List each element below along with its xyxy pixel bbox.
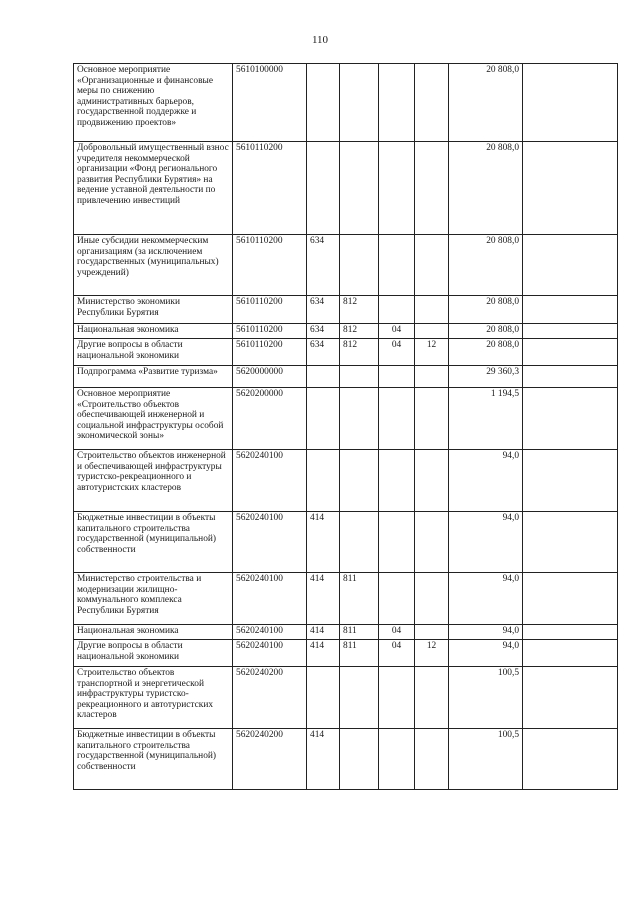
table-row <box>74 729 618 790</box>
row-empty-cell <box>523 235 618 296</box>
row-section-cell <box>379 667 415 729</box>
row-expense-type-cell <box>307 366 340 388</box>
row-name-cell: Основное мероприятие «Организационные и финансовые меры по снижению административных барьеров, государственной поддержке и продвижению проектов» <box>74 64 233 142</box>
row-name-cell: Бюджетные инвестиции в объекты капитального строительства государственной (муниципальной) собственности <box>74 729 233 790</box>
row-code-cell: 5620000000 <box>233 366 307 388</box>
row-code-cell: 5610110200 <box>233 142 307 235</box>
row-ministry-code-cell: 811 <box>340 640 379 667</box>
row-amount-cell: 100,5 <box>449 667 523 729</box>
row-name-cell: Министерство строительства и модернизации жилищно-коммунального комплекса Республики Бурятия <box>74 573 233 625</box>
row-ministry-code-cell <box>340 667 379 729</box>
row-expense-type-cell <box>307 142 340 235</box>
row-name-cell: Строительство объектов инженерной и обеспечивающей инфраструктуры туристско-рекреационного и автотуристских кластеров <box>74 450 233 512</box>
table-row <box>74 450 618 512</box>
table-row <box>74 235 618 296</box>
row-ministry-code-cell <box>340 235 379 296</box>
row-empty-cell <box>523 573 618 625</box>
row-subsection-cell <box>415 450 449 512</box>
row-empty-cell <box>523 450 618 512</box>
row-code-cell: 5620240200 <box>233 729 307 790</box>
row-code-cell: 5610110200 <box>233 296 307 324</box>
row-expense-type-cell <box>307 450 340 512</box>
row-empty-cell <box>523 667 618 729</box>
row-section-cell: 04 <box>379 640 415 667</box>
row-expense-type-cell: 414 <box>307 573 340 625</box>
table-row <box>74 324 618 339</box>
row-code-cell: 5610100000 <box>233 64 307 142</box>
row-subsection-cell <box>415 324 449 339</box>
row-code-cell: 5610110200 <box>233 339 307 366</box>
row-amount-cell: 94,0 <box>449 640 523 667</box>
row-code-cell: 5620240100 <box>233 573 307 625</box>
row-ministry-code-cell <box>340 64 379 142</box>
row-name-cell: Другие вопросы в области национальной экономики <box>74 640 233 667</box>
row-empty-cell <box>523 729 618 790</box>
row-amount-cell: 20 808,0 <box>449 142 523 235</box>
row-amount-cell: 100,5 <box>449 729 523 790</box>
row-amount-cell: 94,0 <box>449 625 523 640</box>
row-name-cell: Другие вопросы в области национальной экономики <box>74 339 233 366</box>
row-code-cell: 5610110200 <box>233 324 307 339</box>
row-subsection-cell <box>415 729 449 790</box>
row-ministry-code-cell <box>340 729 379 790</box>
row-section-cell <box>379 512 415 573</box>
row-empty-cell <box>523 388 618 450</box>
row-empty-cell <box>523 366 618 388</box>
row-amount-cell: 94,0 <box>449 512 523 573</box>
row-ministry-code-cell: 811 <box>340 625 379 640</box>
row-subsection-cell <box>415 366 449 388</box>
row-expense-type-cell: 634 <box>307 235 340 296</box>
row-name-cell: Основное мероприятие «Строительство объектов обеспечивающей инженерной и социальной инфраструктуры особой экономической зоны» <box>74 388 233 450</box>
row-subsection-cell <box>415 625 449 640</box>
row-subsection-cell <box>415 142 449 235</box>
row-section-cell <box>379 450 415 512</box>
row-subsection-cell <box>415 64 449 142</box>
row-empty-cell <box>523 625 618 640</box>
row-expense-type-cell: 414 <box>307 729 340 790</box>
row-name-cell: Национальная экономика <box>74 625 233 640</box>
row-section-cell <box>379 64 415 142</box>
row-ministry-code-cell <box>340 450 379 512</box>
row-section-cell <box>379 142 415 235</box>
row-empty-cell <box>523 324 618 339</box>
row-section-cell <box>379 388 415 450</box>
row-code-cell: 5620200000 <box>233 388 307 450</box>
table-row <box>74 667 618 729</box>
row-code-cell: 5620240100 <box>233 450 307 512</box>
row-expense-type-cell: 634 <box>307 339 340 366</box>
row-ministry-code-cell: 812 <box>340 324 379 339</box>
row-subsection-cell <box>415 388 449 450</box>
row-section-cell: 04 <box>379 339 415 366</box>
table-row <box>74 388 618 450</box>
table-row <box>74 573 618 625</box>
row-ministry-code-cell: 812 <box>340 296 379 324</box>
row-subsection-cell <box>415 573 449 625</box>
row-empty-cell <box>523 142 618 235</box>
table-row <box>74 142 618 235</box>
row-code-cell: 5620240100 <box>233 512 307 573</box>
row-section-cell <box>379 729 415 790</box>
budget-table <box>73 63 618 790</box>
row-expense-type-cell: 414 <box>307 640 340 667</box>
row-section-cell: 04 <box>379 324 415 339</box>
row-name-cell: Добровольный имущественный взнос учредителя некоммерческой организации «Фонд регионального развития Республики Бурятия» на ведение уставной деятельности по привлечению инвестиций <box>74 142 233 235</box>
row-expense-type-cell <box>307 667 340 729</box>
row-ministry-code-cell <box>340 388 379 450</box>
page-number: 110 <box>311 34 329 46</box>
row-code-cell: 5620240200 <box>233 667 307 729</box>
row-subsection-cell: 12 <box>415 640 449 667</box>
row-subsection-cell <box>415 296 449 324</box>
row-code-cell: 5610110200 <box>233 235 307 296</box>
row-amount-cell: 1 194,5 <box>449 388 523 450</box>
row-section-cell <box>379 296 415 324</box>
row-section-cell <box>379 366 415 388</box>
row-code-cell: 5620240100 <box>233 640 307 667</box>
row-name-cell: Бюджетные инвестиции в объекты капитального строительства государственной (муниципальной) собственности <box>74 512 233 573</box>
row-amount-cell: 94,0 <box>449 450 523 512</box>
row-amount-cell: 20 808,0 <box>449 64 523 142</box>
row-section-cell: 04 <box>379 625 415 640</box>
table-row <box>74 339 618 366</box>
table-row <box>74 640 618 667</box>
row-empty-cell <box>523 296 618 324</box>
row-expense-type-cell: 414 <box>307 625 340 640</box>
row-ministry-code-cell <box>340 142 379 235</box>
row-amount-cell: 20 808,0 <box>449 235 523 296</box>
row-expense-type-cell <box>307 388 340 450</box>
row-expense-type-cell <box>307 64 340 142</box>
table-row <box>74 64 618 142</box>
row-name-cell: Подпрограмма «Развитие туризма» <box>74 366 233 388</box>
row-amount-cell: 29 360,3 <box>449 366 523 388</box>
row-expense-type-cell: 414 <box>307 512 340 573</box>
row-section-cell <box>379 235 415 296</box>
row-subsection-cell: 12 <box>415 339 449 366</box>
row-empty-cell <box>523 640 618 667</box>
row-empty-cell <box>523 512 618 573</box>
row-code-cell: 5620240100 <box>233 625 307 640</box>
row-ministry-code-cell <box>340 512 379 573</box>
table-row <box>74 366 618 388</box>
row-name-cell: Иные субсидии некоммерческим организациям (за исключением государственных (муниципальных) учреждений) <box>74 235 233 296</box>
row-ministry-code-cell <box>340 366 379 388</box>
row-subsection-cell <box>415 235 449 296</box>
table-row <box>74 625 618 640</box>
row-amount-cell: 20 808,0 <box>449 339 523 366</box>
row-expense-type-cell: 634 <box>307 296 340 324</box>
table-row <box>74 296 618 324</box>
row-amount-cell: 94,0 <box>449 573 523 625</box>
row-section-cell <box>379 573 415 625</box>
row-subsection-cell <box>415 667 449 729</box>
row-name-cell: Национальная экономика <box>74 324 233 339</box>
row-amount-cell: 20 808,0 <box>449 324 523 339</box>
row-expense-type-cell: 634 <box>307 324 340 339</box>
row-empty-cell <box>523 339 618 366</box>
row-ministry-code-cell: 812 <box>340 339 379 366</box>
row-empty-cell <box>523 64 618 142</box>
row-amount-cell: 20 808,0 <box>449 296 523 324</box>
row-name-cell: Строительство объектов транспортной и энергетической инфраструктуры туристско-рекреационного и автотуристских кластеров <box>74 667 233 729</box>
row-name-cell: Министерство экономики Республики Бурятия <box>74 296 233 324</box>
table-row <box>74 512 618 573</box>
row-subsection-cell <box>415 512 449 573</box>
row-ministry-code-cell: 811 <box>340 573 379 625</box>
